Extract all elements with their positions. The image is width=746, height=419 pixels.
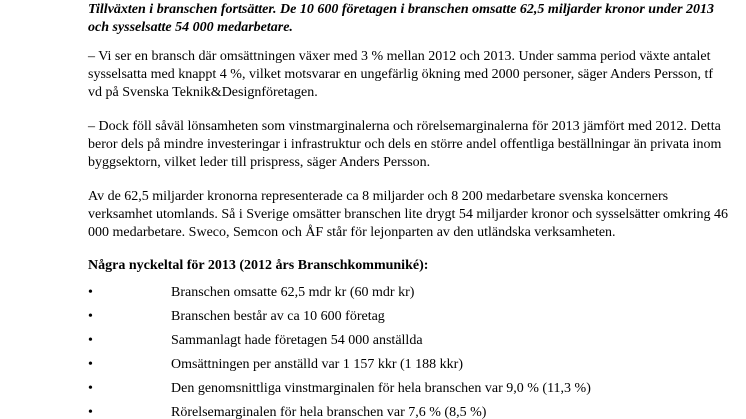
fact-text: Branschen omsatte 62,5 mdr kr (60 mdr kr) (171, 285, 415, 300)
list-item (88, 380, 728, 404)
fact-text: Rörelsemarginalen för hela branschen var 7,6 % (8,5 %) (171, 405, 487, 419)
fact-text: Den genomsnittliga vinstmarginalen för hela branschen var 9,0 % (11,3 %) (171, 381, 591, 396)
bullet-icon: • (88, 357, 93, 372)
fact-text: Omsättningen per anställd var 1 157 kkr (1 188 kkr) (171, 357, 463, 372)
press-release-page (88, 0, 728, 419)
bullet-icon: • (88, 285, 93, 300)
bullet-icon: • (88, 405, 93, 419)
fact-text: Branschen består av ca 10 600 företag (171, 309, 385, 324)
quote-paragraph-profitability: – Dock föll såväl lönsamheten som vinstmarginalerna och rörelsemarginalerna för 2013 jämfört med 2012. Detta beror dels på mindre investeringar i infrastruktur och dels en större andel offentliga beställningar än privata inom byggsektorn, vilket leder till prispress, säger Anders Persson. (88, 119, 722, 170)
list-item (88, 356, 728, 380)
list-item (88, 404, 728, 419)
list-item (88, 308, 728, 332)
lead-paragraph: Tillväxten i branschen fortsätter. De 10 600 företagen i branschen omsatte 62,5 miljarder kronor under 2013 och sysselsatte 54 000 medarbetare. (88, 2, 715, 35)
fact-text: Sammanlagt hade företagen 54 000 anställda (171, 333, 423, 348)
list-item (88, 284, 728, 308)
bullet-icon: • (88, 381, 93, 396)
bullet-icon: • (88, 333, 93, 348)
bullet-icon: • (88, 309, 93, 324)
key-figures-heading: Några nyckeltal för 2013 (2012 års Branschkommuniké): (88, 258, 429, 273)
key-figures-list (88, 284, 728, 419)
list-item (88, 332, 728, 356)
quote-paragraph-growth: – Vi ser en bransch där omsättningen växer med 3 % mellan 2012 och 2013. Under samma period växte antalet sysselsatta med knappt 4 %, vilket motsvarar en ungefärlig ökning med 2000 personer, säger Anders Persson, tf vd på Svenska Teknik&Designföretagen. (88, 49, 714, 100)
paragraph-foreign-operations: Av de 62,5 miljarder kronorna representerade ca 8 miljarder och 8 200 medarbetare svenska koncerners verksamhet utomlands. Så i Sverige omsätter branschen lite drygt 54 miljarder kronor och sysselsätter omkring 46 000 medarbetare. Sweco, Semcon och ÅF står för lejonparten av den utländska verksamheten. (88, 189, 728, 240)
